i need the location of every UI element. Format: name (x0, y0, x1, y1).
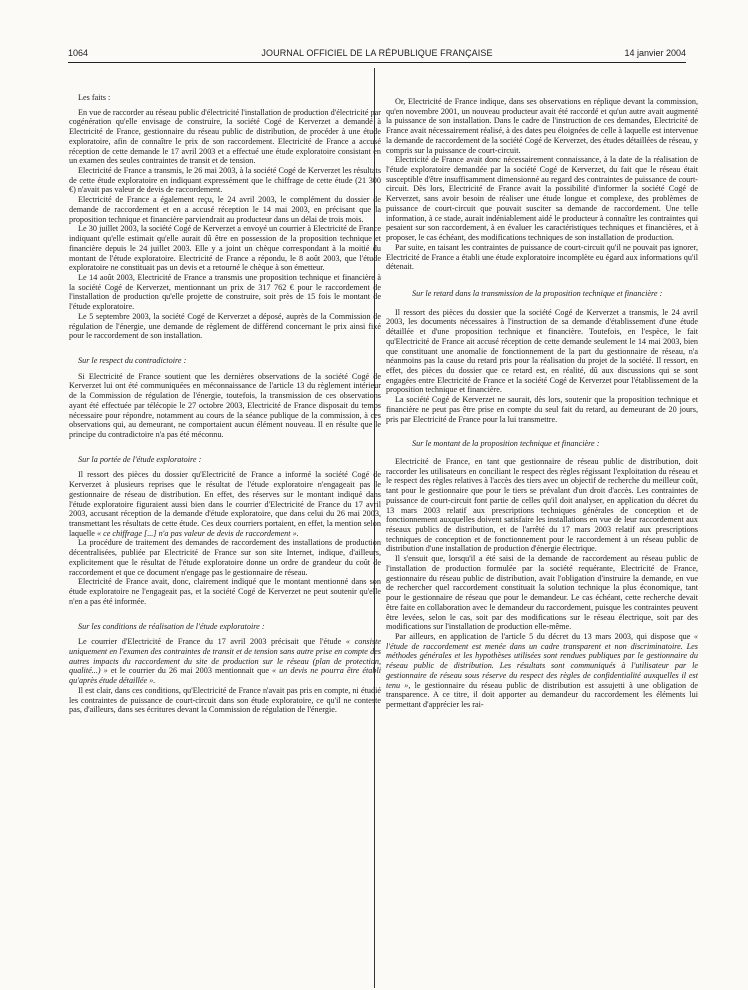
paragraph-text: Par ailleurs, en application de l'article 5 du décret du 13 mars 2003, qui dispose que (395, 631, 694, 641)
paragraph (69, 637, 381, 686)
left-column (69, 93, 381, 715)
quote: « consiste uniquement en l'examen des contraintes de transit et de tension sans autre prise en compte des autres impacts du raccordement du site de production sur le réseau (plan de protection, qualité...) » (69, 637, 381, 676)
paragraph: Le 5 septembre 2003, la société Cogé de Kerverzet a déposé, auprès de la Commission de régulation de l'énergie, une demande de règlement de différend concernant le prix ainsi fixé pour le raccordement de son installation. (69, 311, 381, 341)
heading-conditions: Sur les conditions de réalisation de l'étude exploratoire : (78, 621, 265, 631)
paragraph-text: , le gestionnaire du réseau public de distribution est assujetti à une obligation de transparence. A ce titre, il doit apporter au demandeur du raccordement les éléments lui permettant d'apprécier les rai- (386, 680, 698, 709)
issue-date: 14 janvier 2004 (624, 48, 686, 58)
heading-portee: Sur la portée de l'étude exploratoire : (78, 454, 202, 464)
paragraph: Electricité de France avait donc nécessairement connaissance, à la date de la réalisation de l'étude exploratoire demandée par la société Cogé de Kerverzet, du fait que le réseau était susceptible d'être insuffisamment dimensionné au regard des contraintes de puissance de court-circuit. Dès lors, Electricité de France avait la possibilité d'informer la société Cogé de Kerverzet, sans avoir besoin de réaliser une étude longue et complexe, des problèmes de puissance de court-circuit que pouvait susciter sa demande de raccordement. Une telle information, à ce stade, aurait indéniablement aidé le producteur à connaître les contraintes qui pesaient sur son raccordement, à en évaluer les caractéristiques techniques et financières, et à proposer, le cas échéant, des modifications techniques de son installation de production. (386, 155, 698, 243)
paragraph: La société Cogé de Kerverzet ne saurait, dès lors, soutenir que la proposition technique et financière ne peut pas être prise en compte du seul fait du retard, au demeurant de 20 jours, pris par Electricité de France pour la lui transmettre. (386, 395, 698, 424)
paragraph: Le 14 août 2003, Electricité de France a transmis une proposition technique et financière à la société Cogé de Kerverzet, mentionnant un prix de 317 762 € pour le raccordement de l'installation de production qu'elle projette de construire, soit près de 15 fois le montant de l'étude exploratoire. (69, 272, 381, 312)
quote: « l'étude de raccordement est menée dans un cadre transparent et non discriminatoire. Les méthodes générales et les hypothèses utilisées sont rendues publiques par le gestionnaire du réseau public de distribution. Les résultats sont communiqués à l'utilisateur par le gestionnaire de réseau sous réserve du respect des règles de confidentialité auxquelles il est tenu » (386, 631, 698, 690)
paragraph: Electricité de France a transmis, le 26 mai 2003, à la société Cogé de Kerverzet les résultats de cette étude exploratoire en indiquant expressément que le chiffrage de cette étude (21 300 €) n'avait pas valeur de devis de raccordement. (69, 166, 381, 195)
paragraph: Electricité de France avait, donc, clairement indiqué que le montant mentionné dans son étude exploratoire ne l'engageait pas, et la société Cogé de Kerverzet ne peut soutenir qu'elle n'en a pas été informée. (69, 577, 381, 606)
page-header (68, 46, 686, 60)
header-rule (68, 62, 686, 63)
paragraph: Electricité de France a également reçu, le 24 avril 2003, le complément du dossier de demande de raccordement et en a accusé réception le 14 mai 2003, en précisant que la proposition technique et financière parviendrait au producteur dans un délai de trois mois. (69, 195, 381, 224)
right-column (386, 97, 698, 710)
paragraph: Il s'ensuit que, lorsqu'il a été saisi de la demande de raccordement au réseau public de l'installation de production formulée par la société requérante, Electricité de France, gestionnaire du réseau public de distribution, avait l'obligation d'instruire la demande, en vue de rechercher quel raccordement constituait la solution technique la plus économique, tant pour le gestionnaire de réseau que pour le demandeur. Le cas échéant, cette recherche devait être faite en collaboration avec le demandeur du raccordement, puisque les contraintes peuvent être levées, selon le cas, soit par des modifications sur le réseau électrique, soit par des modifications sur l'installation de production elle-même. (386, 554, 698, 632)
quote: « ce chiffrage [...] n'a pas valeur de devis de raccordement ». (96, 528, 299, 538)
page-number: 1064 (68, 48, 89, 58)
paragraph: Or, Electricité de France indique, dans ses observations en réplique devant la commission, qu'en novembre 2001, un nouveau producteur avait été raccordé et qu'un autre avait augmenté la puissance de son installation. Dans le cadre de l'instruction de ces demandes, Electricité de France avait nécessairement réalisé, à des dates peu éloignées de celle à laquelle est intervenue la demande de raccordement de la société Cogé de Kerverzet, des études détaillées de réseau, y compris sur la puissance de court-circuit. (386, 97, 698, 155)
paragraph (69, 470, 381, 538)
paragraph (386, 632, 698, 710)
paragraph-text: et le courrier du 26 mai 2003 mentionnait que (107, 666, 273, 676)
paragraph: Si Electricité de France soutient que les dernières observations de la société Cogé de Kerverzet lui ont été communiquées en méconnaissance de l'article 13 du règlement intérieur de la Commission de régulation de l'énergie, toutefois, la transmission de ces observations ayant été effectuée par télécopie le 27 octobre 2003, Electricité de France disposait du temps nécessaire pour répondre, notamment au cours de la séance publique de la commission, à ces observations qui, au demeurant, ne comportaient aucun élément nouveau. Il en résulte que le principe du contradictoire n'a pas été méconnu. (69, 371, 381, 439)
paragraph: Electricité de France, en tant que gestionnaire de réseau public de distribution, doit raccorder les utilisateurs en conciliant le respect des règles régissant l'exploitation du réseau et le respect des règles relatives à l'accès des tiers avec un objectif de recherche du meilleur coût, tant pour le gestionnaire que pour le tiers se prévalant d'un droit d'accès. Les contraintes de puissance de court-circuit font partie de celles qu'il doit analyser, en application du décret du 13 mars 2003 relatif aux prescriptions techniques générales de conception et de fonctionnement auxquelles doivent satisfaire les installations en vue de leur raccordement aux réseaux publics de distribution, et de l'arrêté du 17 mars 2003 relatif aux prescriptions techniques de conception et de fonctionnement pour le raccordement à un réseau public de distribution d'une installation de production d'énergie électrique. (386, 457, 698, 554)
heading-montant: Sur le montant de la proposition technique et financière : (412, 439, 600, 449)
heading-contradictoire: Sur le respect du contradictoire : (78, 355, 187, 365)
journal-title: JOURNAL OFFICIEL DE LA RÉPUBLIQUE FRANÇAISE (261, 48, 493, 58)
heading-faits: Les faits : (78, 93, 111, 102)
quote: « un devis ne pourra être établi qu'après étude détaillée ». (69, 666, 382, 686)
paragraph: Il ressort des pièces du dossier que la société Cogé de Kerverzet a transmis, le 24 avril 2003, les documents nécessaires à l'instruction de sa demande d'établissement d'une étude détaillée et d'une proposition technique et financière. Toutefois, en l'espèce, le fait qu'Electricité de France ait accusé réception de cette demande seulement le 14 mai 2003, bien que constituant une anomalie de fonctionnement de la part du gestionnaire de réseau, n'a néanmoins pas la cause du retard pris pour la réalisation du projet de la société. Il ressort, en effet, des pièces du dossier que ce retard est, en réalité, dû aux discussions qui se sont engagées entre Electricité de France et la société Cogé de Kerverzet pour l'établissement de la proposition technique et financière. (386, 307, 698, 395)
paragraph: Il est clair, dans ces conditions, qu'Electricité de France n'avait pas pris en compte, ni étudié les contraintes de puissance de court-circuit dans son étude exploratoire, ce qu'il ne conteste pas, d'ailleurs, dans ses écritures devant la Commission de régulation de l'énergie. (69, 685, 381, 715)
paragraph-text: Le courrier d'Electricité de France du 17 avril 2003 précisait que l'étude (78, 637, 346, 647)
paragraph: Par suite, en taisant les contraintes de puissance de court-circuit qu'il ne pouvait pas ignorer, Electricité de France a établi une étude exploratoire incomplète eu égard aux informations qu'il détenait. (386, 242, 698, 272)
paragraph: La procédure de traitement des demandes de raccordement des installations de production décentralisées, publiée par Electricité de France sur son site Internet, indique, d'ailleurs, explicitement que le résultat de l'étude exploratoire donne un ordre de grandeur du coût de raccordement et que ce document n'engage pas le gestionnaire de réseau. (69, 538, 381, 577)
paragraph-text: Il ressort des pièces du dossier qu'Electricité de France a informé la société Cogé de Kerverzet à plusieurs reprises que le résultat de l'étude exploratoire n'engageait pas le gestionnaire de réseau de distribution. En effet, des réserves sur le montant indiqué dans l'étude exploratoire figuraient aussi bien dans le courrier d'Electricité de France du 17 avril 2003, accusant réception de la demande d'étude exploratoire, que dans celui du 26 mai 2003, transmettant les résultats de cette étude. Ces deux courriers portaient, en effet, la mention selon laquelle (69, 470, 381, 538)
paragraph: Le 30 juillet 2003, la société Cogé de Kerverzet a envoyé un courrier à Electricité de France indiquant qu'elle estimait qu'elle aurait dû être en possession de la proposition technique et financière depuis le 24 juillet 2003. Elle y a joint un chèque correspondant à la moitié du montant de l'étude exploratoire. Electricité de France a répondu, le 8 août 2003, que l'étude exploratoire ne constituait pas un devis et a retourné le chèque à son émetteur. (69, 224, 381, 273)
heading-retard: Sur le retard dans la transmission de la proposition technique et financière : (412, 288, 663, 298)
paragraph: En vue de raccorder au réseau public d'électricité l'installation de production d'électricité par cogénération qu'elle envisage de construire, la société Cogé de Kerverzet a demandé à Electricité de France, gestionnaire du réseau public de distribution, de procéder à une étude exploratoire, afin de connaître le prix de son raccordement. Electricité de France a accusé réception de cette demande le 17 avril 2003 et a effectué une étude exploratoire consistant en un examen des seules contraintes de transit et de tension. (69, 107, 381, 166)
